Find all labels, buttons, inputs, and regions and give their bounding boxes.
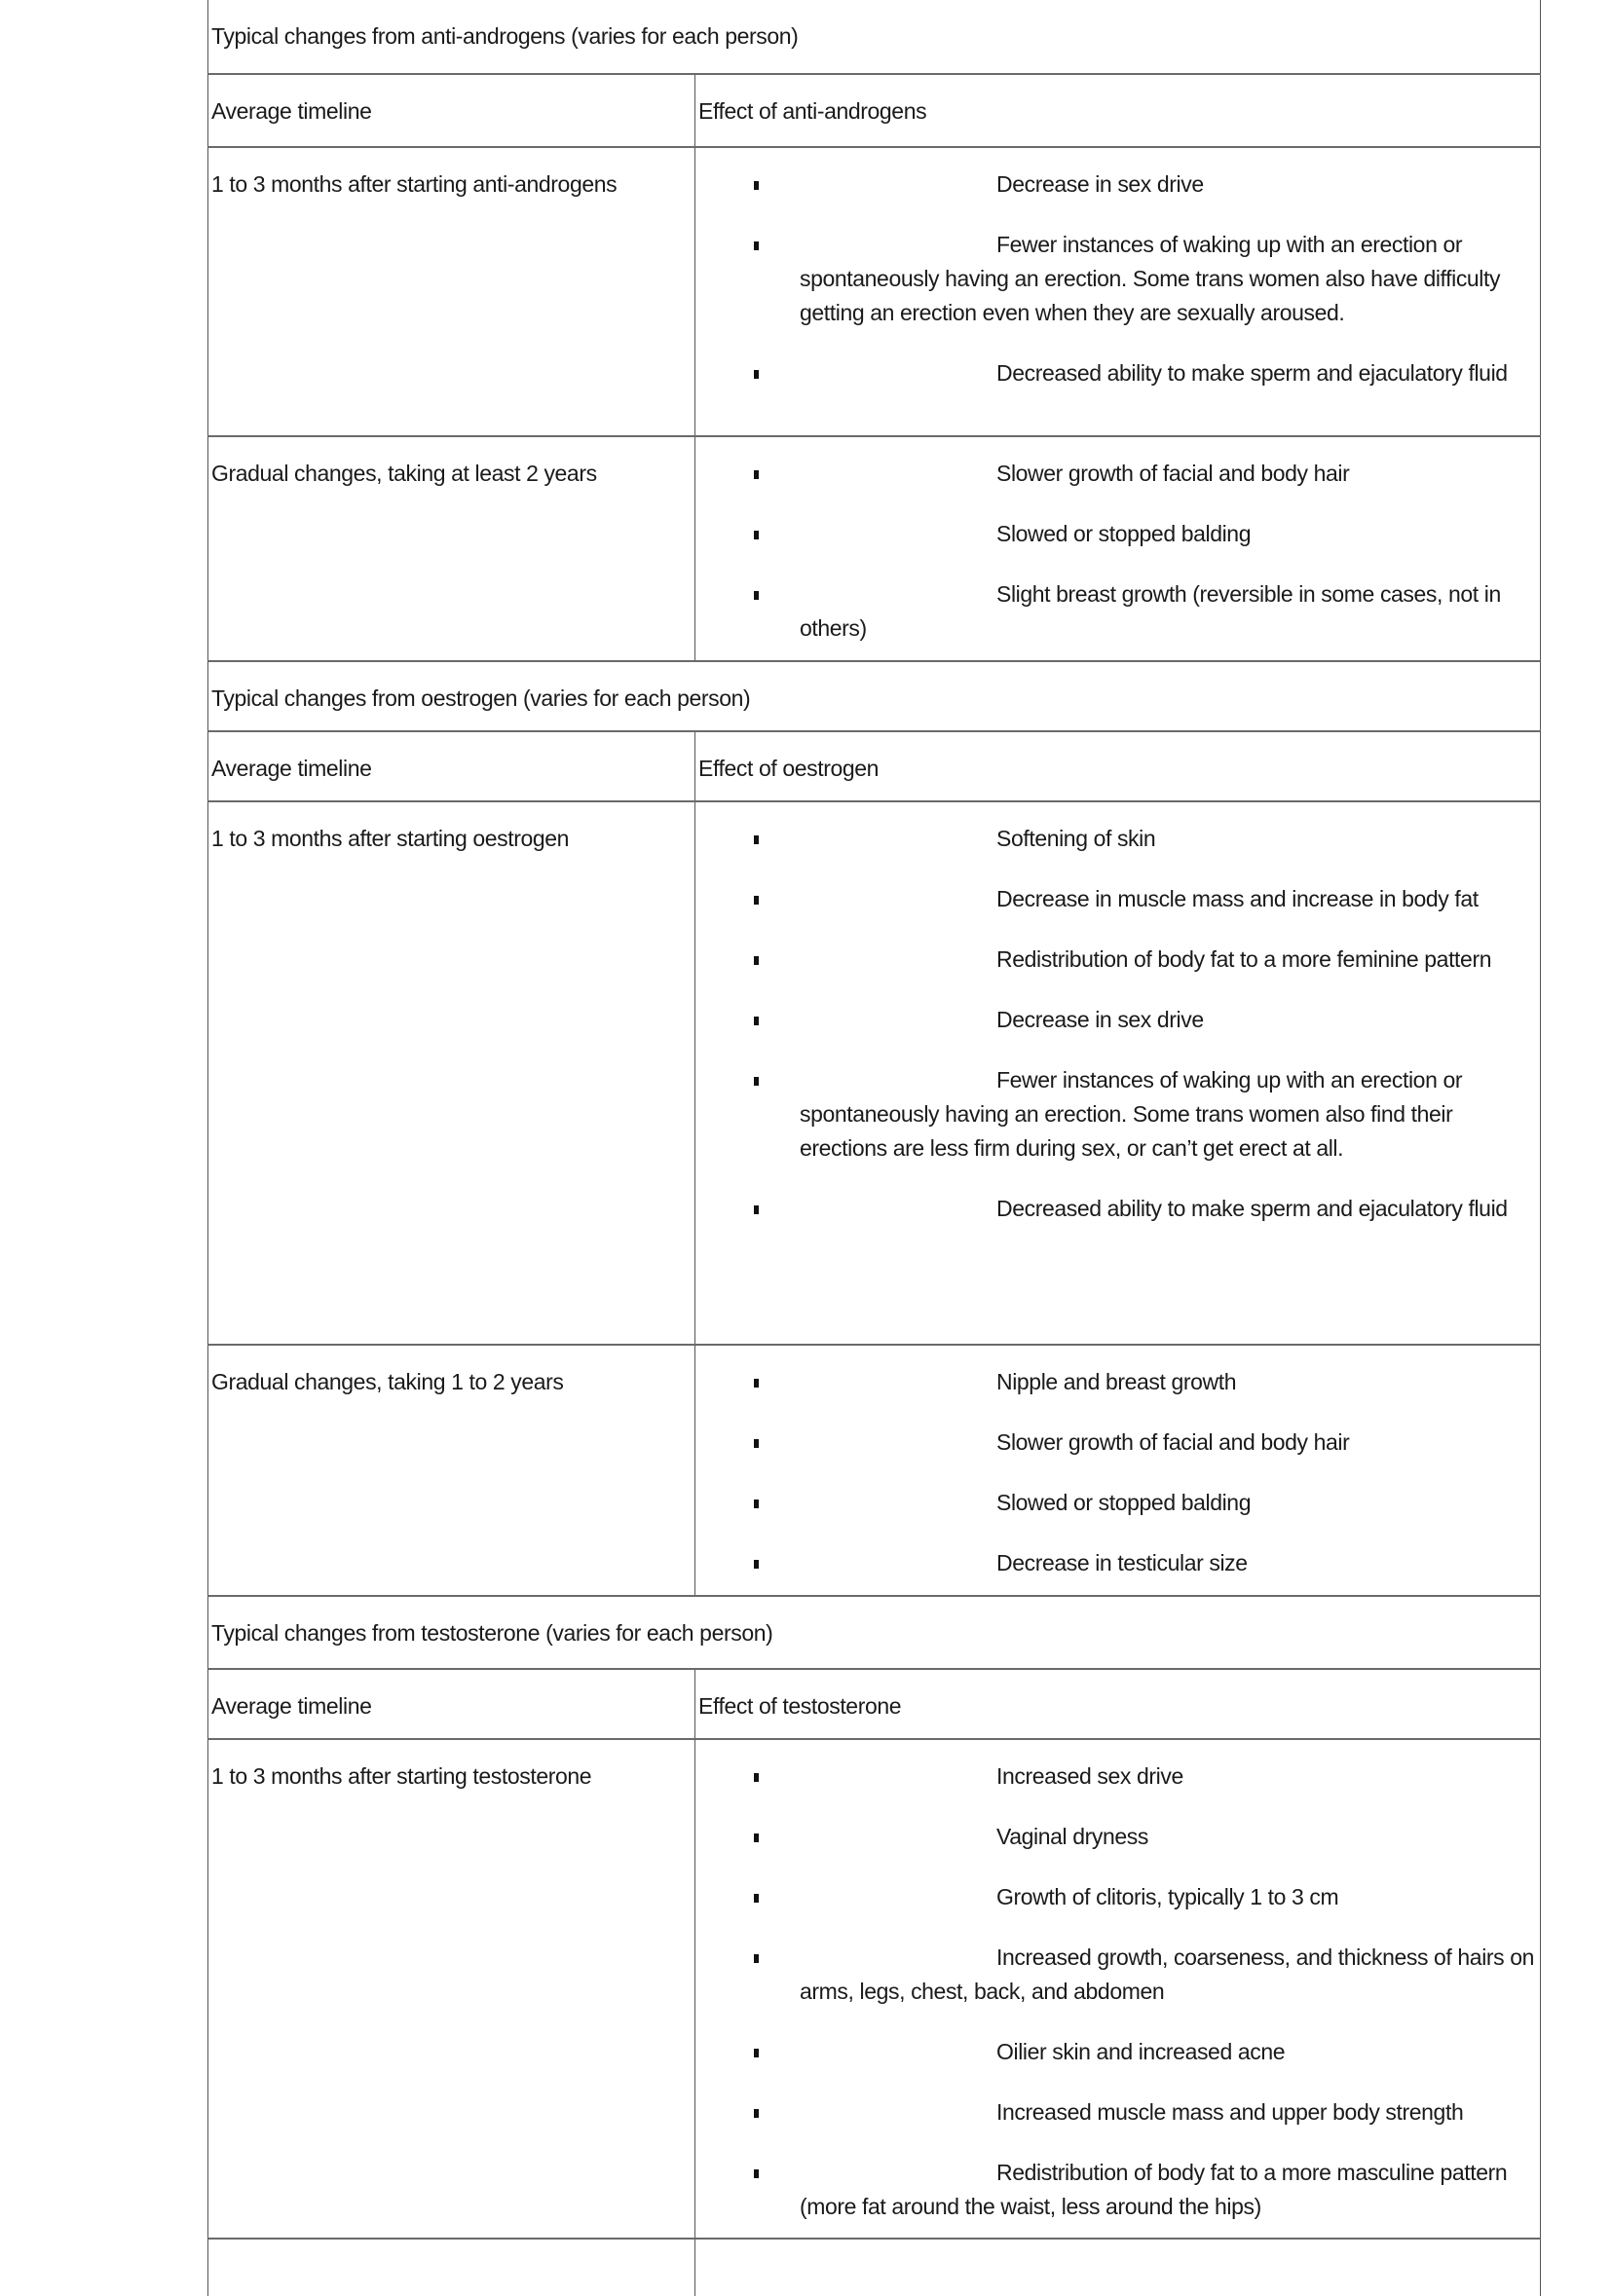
effect-text: Redistribution of body fat to a more masculine pattern (more fat around the waist, less around the hips) [800, 2160, 1508, 2219]
header-effect: Effect of anti-androgens [698, 98, 927, 124]
bullet-icon [754, 591, 759, 600]
bullet-icon [754, 2049, 759, 2057]
bullet-icon [754, 2169, 759, 2178]
bullet-icon [754, 1077, 759, 1086]
table-row [207, 435, 1541, 660]
effect-list-item [695, 1486, 1536, 1520]
effect-text: Decrease in testicular size [996, 1550, 1248, 1575]
timeline-cell: Gradual changes, taking 1 to 2 years [208, 1346, 695, 1595]
table-header-row [207, 1668, 1541, 1738]
effect-list-item [695, 1192, 1536, 1226]
effect-list-item [695, 1063, 1536, 1166]
bullet-icon [754, 2109, 759, 2118]
effect-list-item [695, 228, 1536, 330]
bullet-icon [754, 1954, 759, 1963]
bullet-icon [754, 470, 759, 479]
effect-list-item [695, 1365, 1536, 1399]
effect-text: Fewer instances of waking up with an erection or spontaneously having an erection. Some trans women also have difficulty getting an erection even when they are sexually aroused. [800, 232, 1501, 325]
effect-text: Fewer instances of waking up with an erection or spontaneously having an erection. Some trans women also find their erections are less firm during sex, or can’t get erect at all. [800, 1067, 1463, 1161]
header-timeline: Average timeline [208, 75, 695, 146]
bullet-icon [754, 835, 759, 844]
bullet-icon [754, 1560, 759, 1569]
effect-list-item [695, 517, 1536, 551]
effect-text: Oilier skin and increased acne [996, 2039, 1286, 2064]
effect-text: Increased sex drive [996, 1763, 1183, 1789]
effect-text: Vaginal dryness [996, 1824, 1148, 1849]
bullet-icon [754, 1439, 759, 1448]
effect-list-item [695, 1759, 1536, 1794]
bullet-icon [754, 1773, 759, 1782]
bullet-icon [754, 1379, 759, 1388]
bullet-icon [754, 241, 759, 250]
effect-list-item [695, 577, 1536, 646]
bullet-icon [754, 531, 759, 539]
effect-text: Slight breast growth (reversible in some cases, not in others) [800, 581, 1501, 641]
effect-text: Increased growth, coarseness, and thickness of hairs on arms, legs, chest, back, and abdomen [800, 1944, 1535, 2004]
table-row-continued [207, 2238, 1541, 2296]
effects-cell [695, 1346, 1540, 1595]
effect-list-item [695, 1546, 1536, 1580]
bullet-icon [754, 1500, 759, 1508]
bullet-icon [754, 1894, 759, 1903]
effect-text: Softening of skin [996, 826, 1156, 851]
table-header-row [207, 73, 1541, 146]
header-timeline: Average timeline [208, 732, 695, 800]
effect-text: Decrease in sex drive [996, 1007, 1204, 1032]
bullet-icon [754, 1017, 759, 1025]
effects-cell [695, 148, 1540, 435]
effect-list-item [695, 167, 1536, 202]
effects-cell [695, 437, 1540, 660]
table-row [207, 1344, 1541, 1595]
bullet-icon [754, 956, 759, 965]
effect-list-item [695, 2156, 1536, 2224]
effect-list-item [695, 457, 1536, 491]
effect-text: Slower growth of facial and body hair [996, 461, 1350, 486]
bullet-icon [754, 1205, 759, 1214]
bullet-icon [754, 896, 759, 905]
effect-list-item [695, 1426, 1536, 1460]
table-row [207, 800, 1541, 1344]
timeline-cell: 1 to 3 months after starting testosterone [208, 1740, 695, 2238]
table-row [207, 146, 1541, 435]
effect-list-item [695, 1880, 1536, 1914]
bullet-icon [754, 1833, 759, 1842]
section-title: Typical changes from oestrogen (varies for each person) [207, 660, 1541, 730]
effect-text: Redistribution of body fat to a more feminine pattern [996, 946, 1492, 972]
effect-list-item [695, 1003, 1536, 1037]
timeline-cell-empty [208, 2240, 695, 2296]
effect-text: Nipple and breast growth [996, 1369, 1237, 1394]
bullet-icon [754, 370, 759, 379]
effect-text: Slowed or stopped balding [996, 1490, 1252, 1515]
header-effect: Effect of oestrogen [698, 756, 880, 781]
effect-text: Decrease in muscle mass and increase in body fat [996, 886, 1479, 911]
effect-text: Decreased ability to make sperm and ejaculatory fluid [996, 1196, 1508, 1221]
header-effect: Effect of testosterone [698, 1693, 902, 1719]
header-timeline: Average timeline [208, 1670, 695, 1738]
effect-list-item [695, 943, 1536, 977]
effect-text: Increased muscle mass and upper body strength [996, 2099, 1464, 2125]
effect-list-item [695, 1941, 1536, 2009]
timeline-cell: 1 to 3 months after starting oestrogen [208, 802, 695, 1344]
effects-cell [695, 802, 1540, 1344]
table-row [207, 1738, 1541, 2238]
effect-list-item [695, 882, 1536, 916]
effect-list-item [695, 1820, 1536, 1854]
effect-text: Slower growth of facial and body hair [996, 1429, 1350, 1455]
bullet-icon [754, 181, 759, 190]
effect-list-item [695, 2035, 1536, 2069]
effect-list-item [695, 2095, 1536, 2129]
effect-text: Decreased ability to make sperm and ejaculatory fluid [996, 360, 1508, 386]
effect-text: Growth of clitoris, typically 1 to 3 cm [996, 1884, 1339, 1909]
effects-cell [695, 1740, 1540, 2238]
timeline-cell: Gradual changes, taking at least 2 years [208, 437, 695, 660]
table-header-row [207, 730, 1541, 800]
effect-list-item [695, 356, 1536, 390]
section-title: Typical changes from anti-androgens (varies for each person) [207, 0, 1541, 73]
section-title: Typical changes from testosterone (varies for each person) [207, 1595, 1541, 1668]
effect-text: Decrease in sex drive [996, 171, 1204, 197]
effect-list-item [695, 822, 1536, 856]
timeline-cell: 1 to 3 months after starting anti-androgens [208, 148, 695, 435]
effect-text: Slowed or stopped balding [996, 521, 1252, 546]
